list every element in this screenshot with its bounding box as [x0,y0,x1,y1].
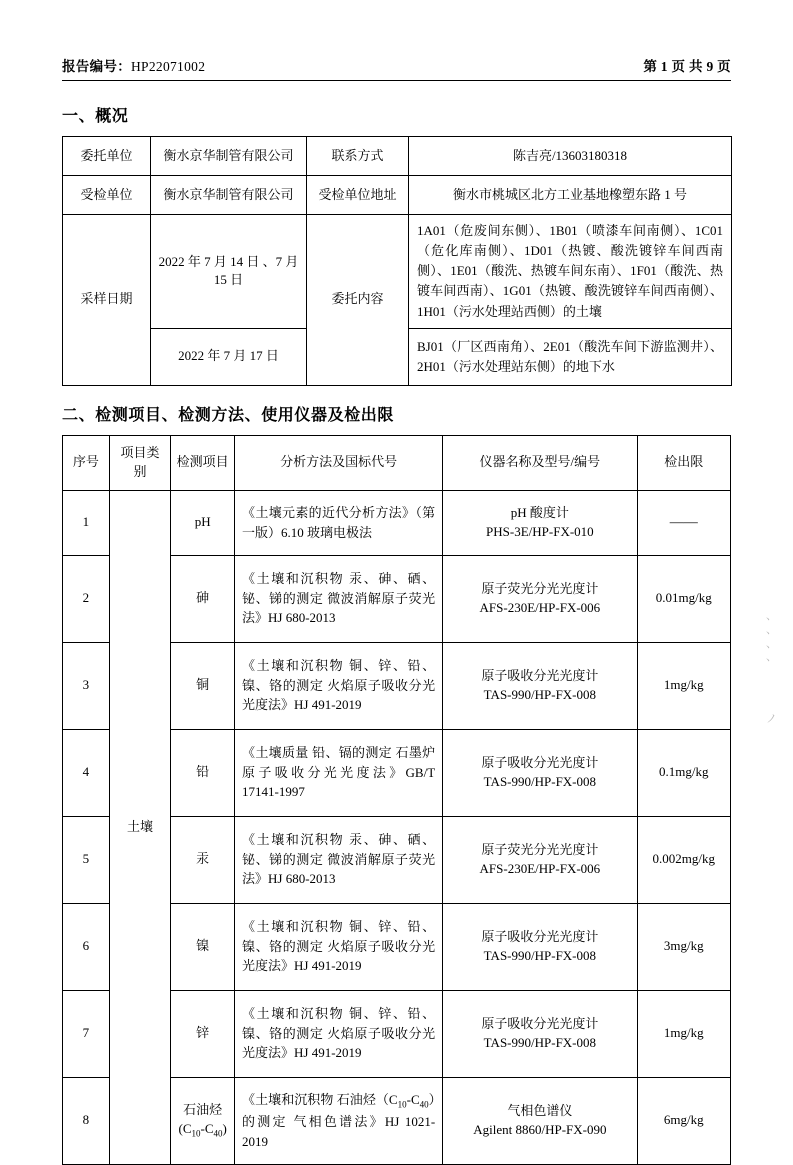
cell-item: 汞 [171,816,235,903]
section-title-methods: 二、检测项目、检测方法、使用仪器及检出限 [62,406,395,424]
instrument-model: AFS-230E/HP-FX-006 [479,599,601,615]
cell-method: 《土壤和沉积物 铜、锌、铅、镍、铬的测定 火焰原子吸收分光光度法》HJ 491-2019 [235,642,443,729]
col-header-limit: 检出限 [637,435,730,490]
cell-method: 《土壤和沉积物 铜、锌、铅、镍、铬的测定 火焰原子吸收分光光度法》HJ 491-2019 [235,903,443,990]
report-number-block [62,55,205,75]
cell-instrument [443,816,637,903]
cell-value-contact: 陈吉亮/13603180318 [409,137,732,176]
cell-value-client: 衡水京华制管有限公司 [151,137,307,176]
table-row [63,490,731,555]
cell-instrument [443,555,637,642]
instrument-model: TAS-990/HP-FX-008 [483,686,597,702]
cell-method: 《土壤和沉积物 石油烃$(C_{10}-C_{40})$的测定 气相色谱法》HJ 1021-2019 [235,1077,443,1164]
table-row [63,176,732,215]
instrument-name: pH 酸度计 [510,504,569,520]
item-subscript: $(C_{10}-C_{40})$ [178,1120,227,1139]
instrument-name: 原子荧光分光光度计 [481,841,599,857]
cell-value-sample-date-2: 2022 年 7 月 17 日 [151,328,307,385]
cell-no: 3 [63,642,110,729]
cell-limit: 1mg/kg [637,642,730,729]
instrument-name: 原子吸收分光光度计 [481,667,599,683]
cell-label-entrust: 委托内容 [307,215,409,386]
margin-mark-upper: 、 、 、 、 [766,610,777,664]
margin-mark-lower: ノ [766,713,777,725]
overview-table [62,136,732,386]
report-number-value: HP22071002 [131,59,206,74]
cell-label-address: 受检单位地址 [307,176,409,215]
cell-method: 《土壤元素的近代分析方法》（第一版）6.10 玻璃电极法 [235,490,443,555]
cell-value-address: 衡水市桃城区北方工业基地橡塑东路 1 号 [409,176,732,215]
cell-no: 2 [63,555,110,642]
cell-item: pH [171,490,235,555]
cell-limit: 0.1mg/kg [637,729,730,816]
section-title-overview: 一、概况 [62,108,129,125]
cell-value-inspected: 衡水京华制管有限公司 [151,176,307,215]
cell-category: 土壤 [109,490,171,1164]
cell-instrument [443,642,637,729]
cell-method: 《土壤质量 铅、镉的测定 石墨炉原子吸收分光光度法》GB/T 17141-1997 [235,729,443,816]
col-header-instrument: 仪器名称及型号/编号 [443,435,637,490]
cell-method: 《土壤和沉积物 汞、砷、硒、铋、锑的测定 微波消解原子荧光法》HJ 680-2013 [235,816,443,903]
cell-item: 铜 [171,642,235,729]
cell-instrument [443,903,637,990]
instrument-name: 原子吸收分光光度计 [481,754,599,770]
cell-item: 砷 [171,555,235,642]
col-header-item: 检测项目 [171,435,235,490]
instrument-model: TAS-990/HP-FX-008 [483,773,597,789]
cell-instrument [443,990,637,1077]
cell-value-sample-date-1: 2022 年 7 月 14 日 、7 月 15 日 [151,215,307,329]
cell-item: 镍 [171,903,235,990]
cell-limit: 6mg/kg [637,1077,730,1164]
cell-item: 锌 [171,990,235,1077]
cell-limit: 0.002mg/kg [637,816,730,903]
cell-no: 5 [63,816,110,903]
cell-no: 1 [63,490,110,555]
instrument-model: TAS-990/HP-FX-008 [483,947,597,963]
margin-annotation [766,610,777,727]
table-row [63,215,732,329]
col-header-method: 分析方法及国标代号 [235,435,443,490]
cell-limit: 3mg/kg [637,903,730,990]
instrument-name: 原子吸收分光光度计 [481,928,599,944]
page-indicator: 第 1 页 共 9 页 [643,59,731,74]
instrument-model: Agilent 8860/HP-FX-090 [473,1121,607,1137]
instrument-name: 原子荧光分光光度计 [481,580,599,596]
instrument-model: TAS-990/HP-FX-008 [483,1034,597,1050]
col-header-no: 序号 [63,435,110,490]
cell-method: 《土壤和沉积物 铜、锌、铅、镍、铬的测定 火焰原子吸收分光光度法》HJ 491-2019 [235,990,443,1077]
cell-label-inspected: 受检单位 [63,176,151,215]
table-row [63,137,732,176]
cell-no: 7 [63,990,110,1077]
cell-instrument [443,490,637,555]
instrument-name: 原子吸收分光光度计 [481,1015,599,1031]
cell-label-client: 委托单位 [63,137,151,176]
cell-item: 铅 [171,729,235,816]
instrument-model: AFS-230E/HP-FX-006 [479,860,601,876]
cell-label-contact: 联系方式 [307,137,409,176]
cell-limit: 0.01mg/kg [637,555,730,642]
instrument-name: 气相色谱仪 [507,1102,573,1118]
report-number-label: 报告编号： [62,59,131,74]
methods-table [62,435,731,1165]
cell-no: 8 [63,1077,110,1164]
cell-instrument [443,729,637,816]
cell-limit: 1mg/kg [637,990,730,1077]
cell-no: 4 [63,729,110,816]
item-name: 石油烃 [183,1101,223,1117]
cell-limit: —— [637,490,730,555]
instrument-model: PHS-3E/HP-FX-010 [486,523,594,539]
cell-value-entrust-soil: 1A01（危废间东侧）、1B01（喷漆车间南侧）、1C01（危化库南侧）、1D01（热镀、酸洗镀锌车间西南侧）、1E01（酸洗、热镀车间东南）、1F01（酸洗、热镀车间西南）、1G01（热镀、酸洗镀锌车间西南侧）、1H01（污水处理站西侧）的土壤 [409,215,732,329]
page-header [62,55,731,81]
table-header-row [63,435,731,490]
col-header-category: 项目类别 [109,435,171,490]
cell-method: 《土壤和沉积物 汞、砷、硒、铋、锑的测定 微波消解原子荧光法》HJ 680-2013 [235,555,443,642]
cell-value-entrust-water: BJ01（厂区西南角）、2E01（酸洗车间下游监测井）、2H01（污水处理站东侧）的地下水 [409,328,732,385]
cell-no: 6 [63,903,110,990]
cell-label-sample-date: 采样日期 [63,215,151,386]
